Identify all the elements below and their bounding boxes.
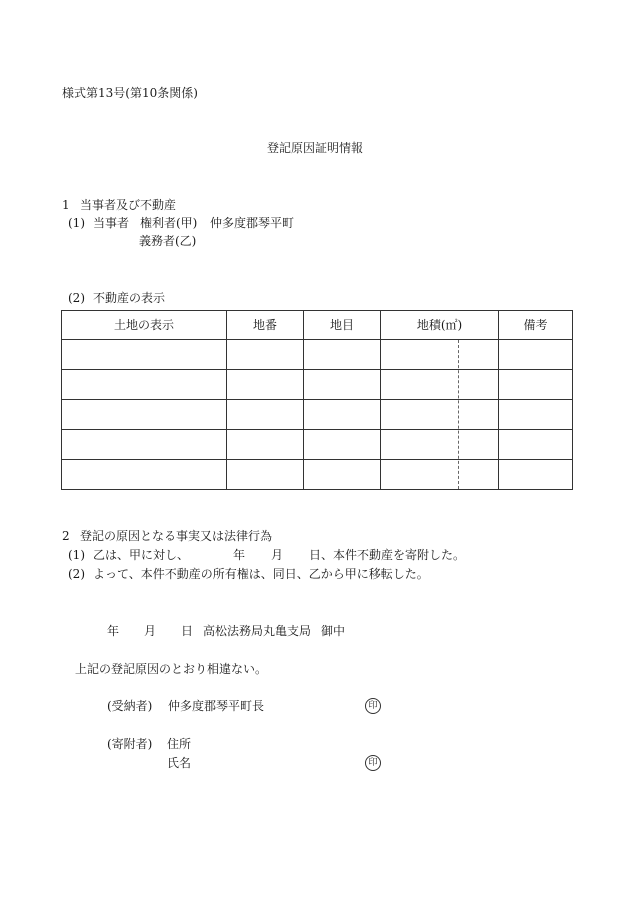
column-header-lot-number: 地番 [227, 311, 304, 340]
section1-heading: 当事者及び不動産 [80, 198, 177, 212]
table-header-row [62, 311, 573, 340]
item2-text: よって、本件不動産の所有権は、同日、乙から甲に移転した。 [93, 567, 429, 581]
section1-number: 1 [62, 198, 70, 212]
area-decimal-divider [458, 340, 459, 489]
recipient-label: (受納者) [107, 699, 153, 713]
table-cell [499, 430, 573, 460]
table-row [62, 340, 573, 370]
table-cell [381, 340, 499, 370]
section2-heading: 登記の原因となる事実又は法律行為 [80, 529, 273, 543]
column-header-remarks: 備考 [499, 311, 573, 340]
document-title: 登記原因証明情報 [266, 141, 363, 155]
property-table [61, 310, 573, 490]
right-holder-value: 仲多度郡琴平町 [210, 216, 295, 230]
item1-number: (1) [68, 548, 85, 562]
table-row [62, 430, 573, 460]
table-cell [499, 340, 573, 370]
table-cell [62, 340, 227, 370]
form-number: 様式第13号(第10条関係) [62, 86, 198, 100]
table-row [62, 400, 573, 430]
item2-number: (2) [68, 567, 85, 581]
table-cell [381, 460, 499, 490]
table-cell [304, 460, 381, 490]
parties-number: (1) [68, 216, 85, 230]
property-number: (2) [68, 291, 85, 305]
right-holder-label: 権利者(甲) [140, 216, 198, 230]
table-cell [304, 370, 381, 400]
date-year: 年 [107, 624, 120, 638]
table-cell [499, 460, 573, 490]
donor-address-label: 住所 [167, 737, 192, 751]
recipient-seal-icon: 印 [365, 698, 381, 714]
table-cell [227, 400, 304, 430]
addressee-office: 高松法務局丸亀支局 [203, 624, 312, 638]
table-cell [381, 370, 499, 400]
item1-year: 年 [233, 548, 246, 562]
table-cell [62, 400, 227, 430]
table-cell [62, 430, 227, 460]
table-cell [381, 400, 499, 430]
date-month: 月 [144, 624, 157, 638]
table-cell [227, 370, 304, 400]
parties-label: 当事者 [93, 216, 130, 230]
table-row [62, 460, 573, 490]
date-day: 日 [181, 624, 194, 638]
table-cell [227, 340, 304, 370]
table-cell [227, 460, 304, 490]
table-cell [304, 340, 381, 370]
donor-name-label: 氏名 [167, 756, 192, 770]
table-cell [499, 400, 573, 430]
table-cell [304, 430, 381, 460]
column-header-land: 土地の表示 [62, 311, 227, 340]
table-cell [381, 430, 499, 460]
table-cell [62, 460, 227, 490]
item1-text-before: 乙は、甲に対し、 [93, 548, 190, 562]
property-label: 不動産の表示 [93, 291, 166, 305]
table-cell [304, 400, 381, 430]
column-header-area: 地積(㎡) [381, 311, 499, 340]
table-cell [227, 430, 304, 460]
donor-label: (寄附者) [107, 737, 153, 751]
addressee-honorific: 御中 [321, 624, 346, 638]
table-row [62, 370, 573, 400]
section2-number: 2 [62, 529, 70, 543]
table-cell [62, 370, 227, 400]
recipient-name: 仲多度郡琴平町長 [168, 699, 265, 713]
attestation-statement: 上記の登記原因のとおり相違ない。 [75, 662, 268, 676]
item1-text-after: 日、本件不動産を寄附した。 [309, 548, 466, 562]
table-cell [499, 370, 573, 400]
obligor-label: 義務者(乙) [139, 234, 197, 248]
item1-month: 月 [271, 548, 284, 562]
column-header-land-category: 地目 [304, 311, 381, 340]
donor-seal-icon: 印 [365, 755, 381, 771]
